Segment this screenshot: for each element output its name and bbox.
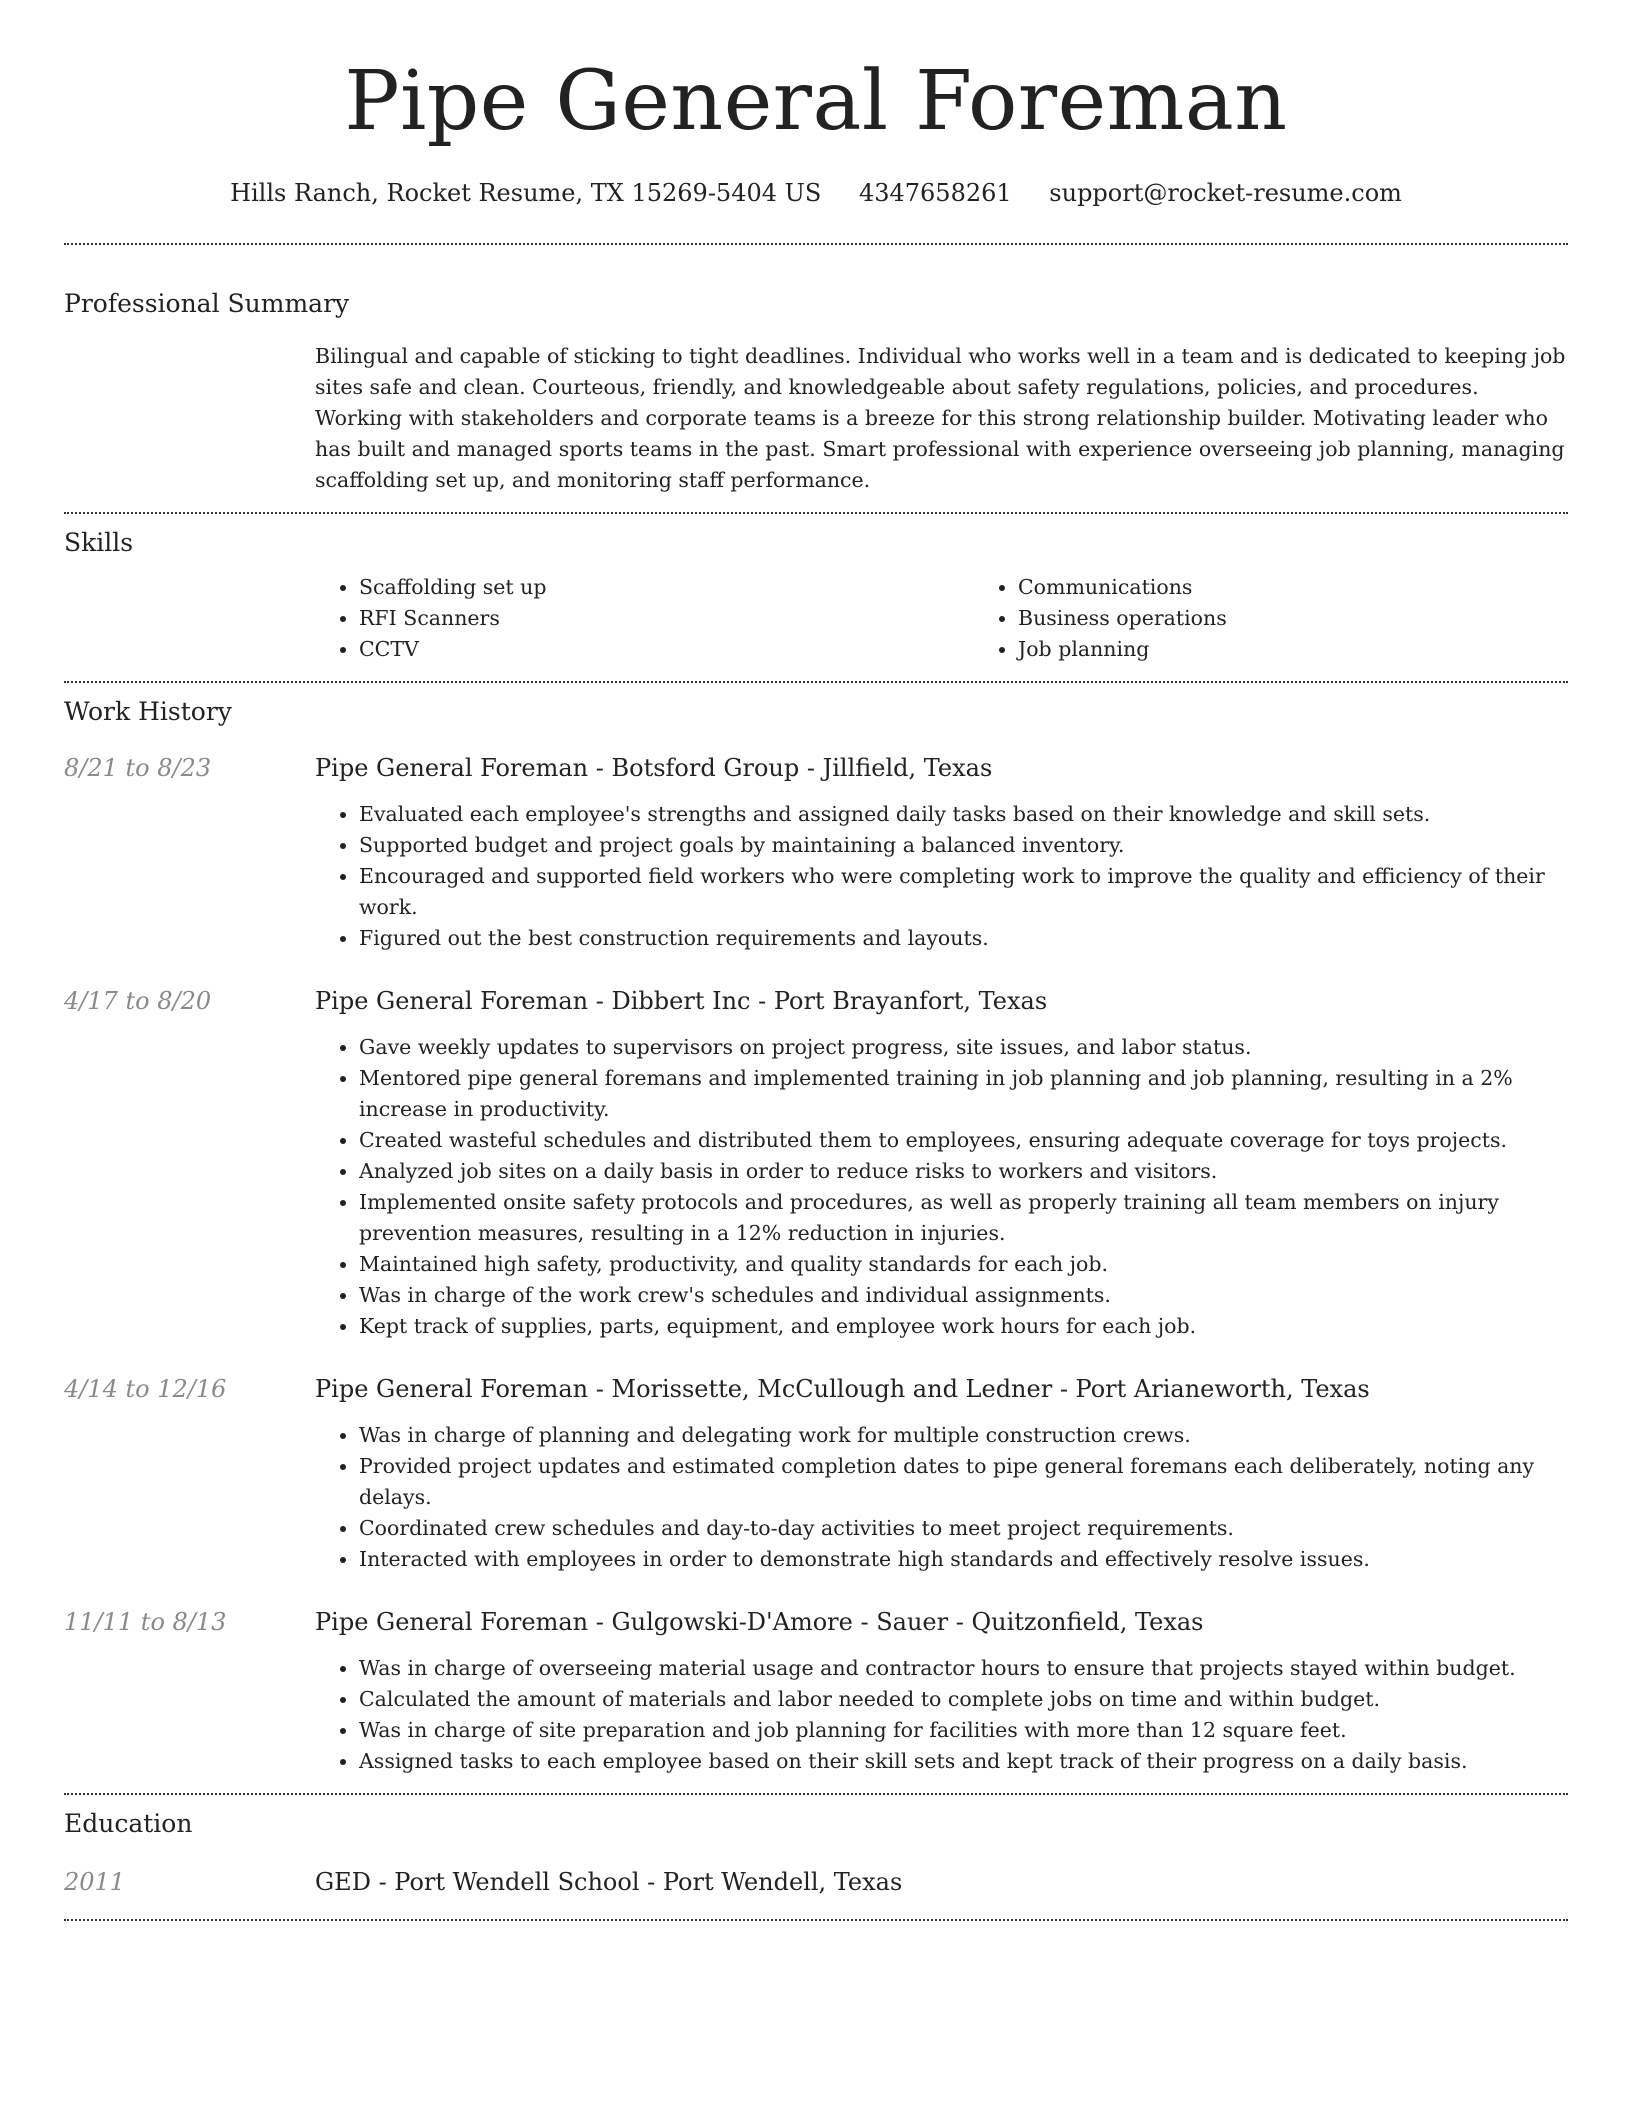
job-bullet: • Was in charge of overseeing material usage and contractor hours to ensure that projects stayed within budget. — [359, 1653, 1568, 1684]
job-bullet: • Supported budget and project goals by maintaining a balanced inventory. — [359, 830, 1568, 861]
summary-section — [64, 245, 1568, 496]
skill-item: • Business operations — [1018, 603, 1632, 634]
job-bullet: • Was in charge of the work crew's schedules and individual assignments. — [359, 1280, 1568, 1311]
skills-title: Skills — [64, 528, 134, 557]
job-date: 4/14 to 12/16 — [64, 1375, 227, 1403]
job-date: 11/11 to 8/13 — [64, 1608, 227, 1636]
job-bullet: • Figured out the best construction requirements and layouts. — [359, 923, 1568, 954]
job-date: 4/17 to 8/20 — [64, 987, 212, 1015]
job-bullet: • Provided project updates and estimated completion dates to pipe general foremans each deliberately, noting any delays. — [359, 1451, 1568, 1513]
job-title: Pipe General Foreman - Gulgowski-D'Amore - Sauer - Quitzonfield, Texas — [315, 1608, 1204, 1636]
job-bullet: • Encouraged and supported field workers who were completing work to improve the quality and efficiency of their work. — [359, 861, 1568, 923]
job-title: Pipe General Foreman - Botsford Group - Jillfield, Texas — [315, 754, 993, 782]
contact-line — [64, 176, 1568, 210]
job-bullet: • Coordinated crew schedules and day-to-day activities to meet project requirements. — [359, 1513, 1568, 1544]
job-entry — [64, 1372, 1568, 1575]
resume-page — [64, 0, 1568, 1921]
job-bullet: • Mentored pipe general foremans and implemented training in job planning and job planning, resulting in a 2% increase in productivity. — [359, 1063, 1568, 1125]
job-bullet: • Gave weekly updates to supervisors on project progress, site issues, and labor status. — [359, 1032, 1568, 1063]
job-title: Pipe General Foreman - Dibbert Inc - Port Brayanfort, Texas — [315, 987, 1048, 1015]
job-bullet: • Was in charge of site preparation and job planning for facilities with more than 12 square feet. — [359, 1715, 1568, 1746]
summary-title: Professional Summary — [64, 289, 350, 318]
contact-phone: 4347658261 — [858, 179, 1012, 207]
job-entry — [64, 1605, 1568, 1777]
skill-item: • Scaffolding set up — [359, 572, 974, 603]
job-bullet: • Calculated the amount of materials and labor needed to complete jobs on time and within budget. — [359, 1684, 1568, 1715]
job-bullets — [315, 1653, 1568, 1777]
job-bullet: • Created wasteful schedules and distributed them to employees, ensuring adequate coverage for toys projects. — [359, 1125, 1568, 1156]
education-date: 2011 — [64, 1868, 126, 1896]
education-entry: GED - Port Wendell School - Port Wendell, Texas — [315, 1868, 903, 1896]
job-bullet: • Interacted with employees in order to demonstrate high standards and effectively resolve issues. — [359, 1544, 1568, 1575]
contact-email: support@rocket-resume.com — [1049, 179, 1402, 207]
skill-item: • Communications — [1018, 572, 1632, 603]
job-entry — [64, 984, 1568, 1342]
job-bullet: • Maintained high safety, productivity, and quality standards for each job. — [359, 1249, 1568, 1280]
skills-section — [64, 514, 1568, 665]
summary-text: Bilingual and capable of sticking to tight deadlines. Individual who works well in a team and is dedicated to keeping job sites safe and clean. Courteous, friendly, and knowledgeable about safety regulations, policies, and procedures. Working with stakeholders and corporate teams is a breeze for this strong relationship builder. Motivating leader who has built and managed sports teams in the past. Smart professional with experience overseeing job planning, managing scaffolding set up, and monitoring staff performance. — [315, 344, 1566, 492]
skills-list-left — [315, 572, 974, 665]
job-bullet: • Analyzed job sites on a daily basis in order to reduce risks to workers and visitors. — [359, 1156, 1568, 1187]
skill-item: • CCTV — [359, 634, 974, 665]
job-bullet: • Assigned tasks to each employee based on their skill sets and kept track of their progress on a daily basis. — [359, 1746, 1568, 1777]
job-bullet: • Was in charge of planning and delegating work for multiple construction crews. — [359, 1420, 1568, 1451]
job-bullet: • Kept track of supplies, parts, equipment, and employee work hours for each job. — [359, 1311, 1568, 1342]
job-date: 8/21 to 8/23 — [64, 754, 212, 782]
job-bullet: • Evaluated each employee's strengths and assigned daily tasks based on their knowledge and skill sets. — [359, 799, 1568, 830]
skill-item: • Job planning — [1018, 634, 1632, 665]
skills-list-right — [974, 572, 1632, 665]
job-bullet: • Implemented onsite safety protocols and procedures, as well as properly training all team members on injury prevention measures, resulting in a 12% reduction in injuries. — [359, 1187, 1568, 1249]
work-history-title: Work History — [64, 697, 232, 726]
job-title: Pipe General Foreman - Morissette, McCullough and Ledner - Port Arianeworth, Texas — [315, 1375, 1370, 1403]
education-section — [64, 1795, 1568, 1899]
job-bullets — [315, 799, 1568, 954]
work-history-section — [64, 683, 1568, 1777]
job-bullets — [315, 1032, 1568, 1342]
contact-address: Hills Ranch, Rocket Resume, TX 15269-5404 US — [230, 179, 822, 207]
skill-item: • RFI Scanners — [359, 603, 974, 634]
candidate-name: Pipe General Foreman — [344, 54, 1288, 149]
education-divider — [64, 1919, 1568, 1921]
education-title: Education — [64, 1809, 193, 1838]
job-bullets — [315, 1420, 1568, 1575]
job-entry — [64, 751, 1568, 954]
